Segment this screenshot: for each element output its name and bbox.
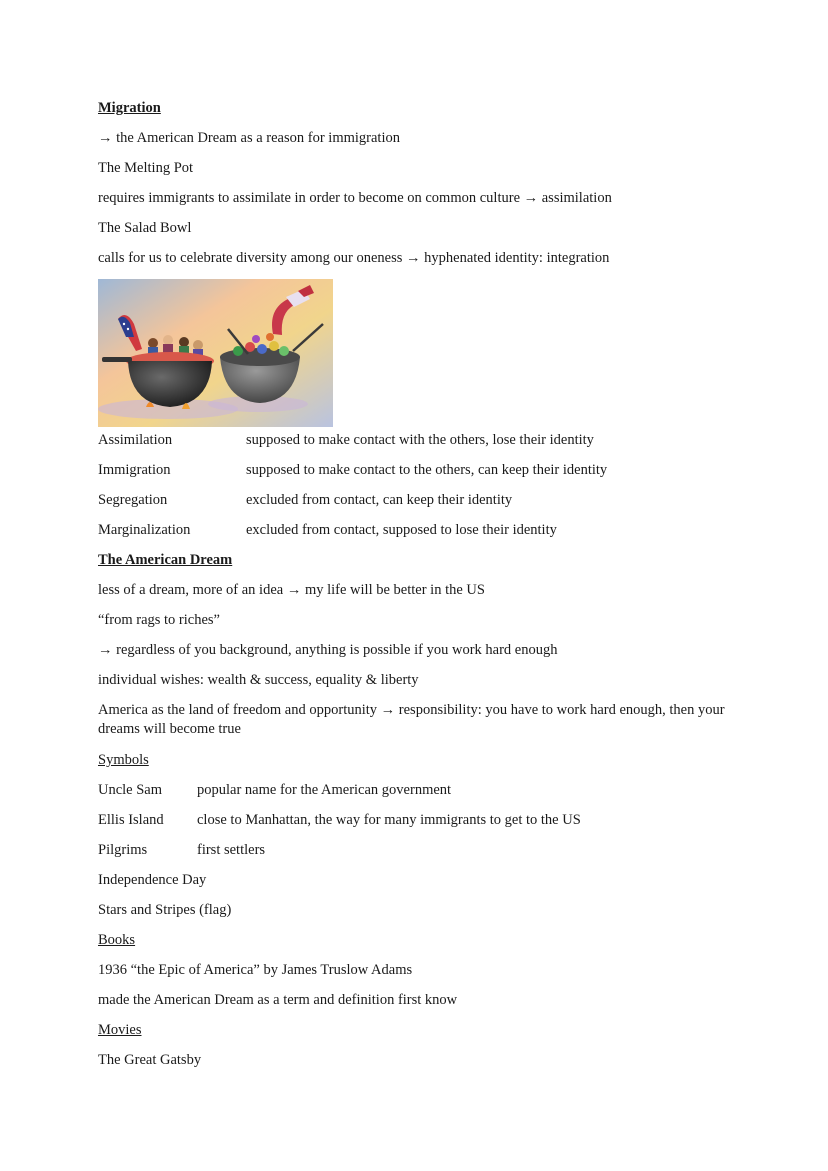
table-definition: excluded from contact, can keep their identity [246, 492, 513, 508]
symbol-extra: Independence Day [98, 872, 207, 888]
table-term: Immigration [98, 462, 171, 478]
symbol-definition: popular name for the American government [197, 782, 452, 798]
table-term: Segregation [98, 492, 168, 508]
symbol-term: Pilgrims [98, 842, 148, 858]
symbol-term: Ellis Island [98, 812, 164, 828]
table-definition: supposed to make contact to the others, can keep their identity [246, 462, 608, 478]
table-definition: excluded from contact, supposed to lose their identity [246, 522, 557, 538]
text-line: made the American Dream as a term and definition first know [98, 992, 458, 1008]
melting-pot-salad-bowl-illustration [98, 279, 333, 427]
heading-american-dream: The American Dream [98, 552, 233, 568]
text-line: individual wishes: wealth & success, equality & liberty [98, 672, 419, 688]
text-line: The Great Gatsby [98, 1052, 202, 1068]
heading-symbols: Symbols [98, 752, 149, 768]
symbol-definition: close to Manhattan, the way for many immigrants to get to the US [197, 812, 581, 828]
text-line: America as the land of freedom and opportunity → responsibility: you have to work hard enough, then your dreams will become true [98, 702, 725, 737]
heading-movies: Movies [98, 1022, 142, 1038]
table-term: Marginalization [98, 522, 191, 538]
symbol-extra: Stars and Stripes (flag) [98, 902, 232, 918]
melting-pot-desc: requires immigrants to assimilate in order to become on common culture → assimilation [98, 190, 612, 206]
symbol-definition: first settlers [197, 842, 266, 858]
text-line: → the American Dream as a reason for immigration [98, 130, 400, 146]
text-line: 1936 “the Epic of America” by James Truslow Adams [98, 962, 413, 978]
table-term: Assimilation [98, 432, 173, 448]
heading-books: Books [98, 932, 136, 948]
text-line: “from rags to riches” [98, 612, 220, 628]
table-definition: supposed to make contact with the others, lose their identity [246, 432, 594, 448]
text-line: → regardless of you background, anything is possible if you work hard enough [98, 642, 558, 658]
melting-pot-title: The Melting Pot [98, 160, 194, 176]
text-line: less of a dream, more of an idea → my life will be better in the US [98, 582, 485, 598]
heading-migration: Migration [98, 100, 161, 116]
symbol-term: Uncle Sam [98, 782, 163, 798]
salad-bowl-desc: calls for us to celebrate diversity among our oneness → hyphenated identity: integration [98, 250, 610, 266]
salad-bowl-title: The Salad Bowl [98, 220, 192, 236]
